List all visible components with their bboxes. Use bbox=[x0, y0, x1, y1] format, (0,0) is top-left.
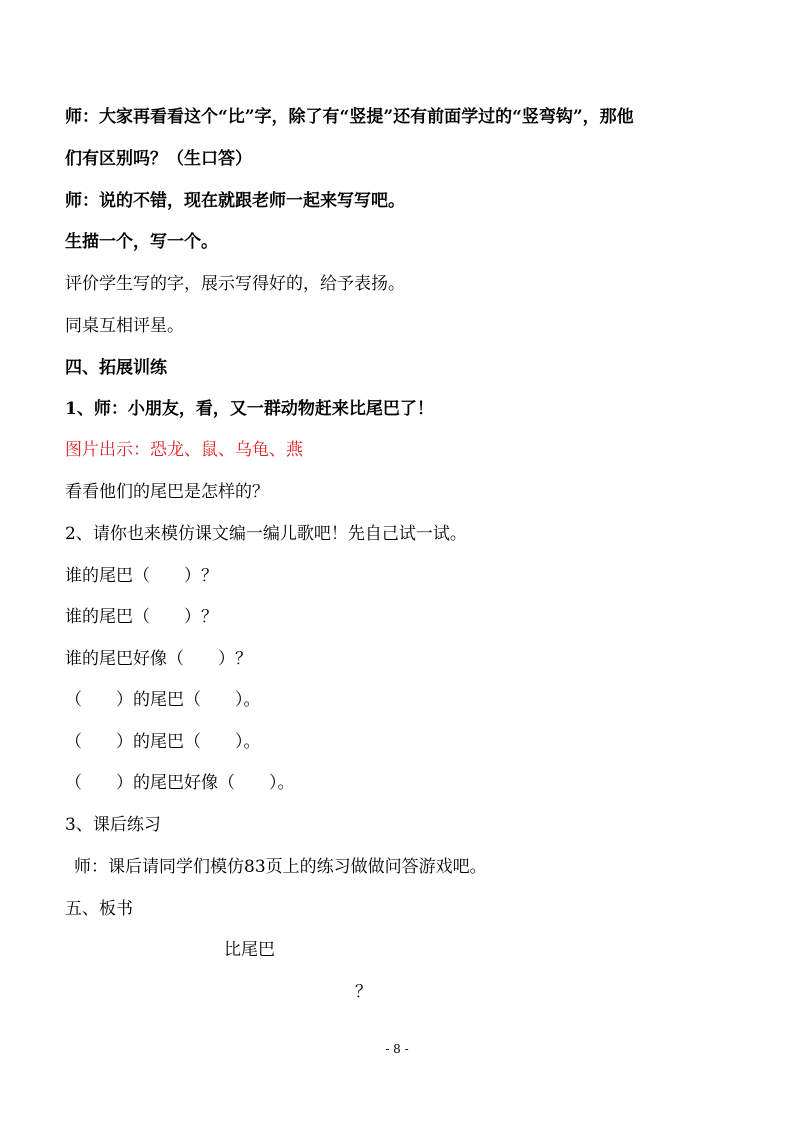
section-heading-extension: 四、拓展训练 bbox=[65, 358, 167, 378]
text-line-11: 2、请你也来模仿课文编一编儿歌吧！先自己试一试。 bbox=[65, 524, 467, 544]
text-line-1: 师：大家再看看这个“比”字，除了有“竖提”还有前面学过的“竖弯钩”，那他 bbox=[65, 107, 634, 127]
board-question-mark: ？ bbox=[355, 982, 372, 1002]
text-line-18: 3、课后练习 bbox=[65, 815, 161, 835]
text-line-10: 看看他们的尾巴是怎样的？ bbox=[65, 482, 269, 502]
rhyme-line-2: 谁的尾巴（ ）？ bbox=[65, 607, 218, 627]
text-line-4: 生描一个，写一个。 bbox=[65, 232, 218, 252]
text-line-6: 同桌互相评星。 bbox=[65, 316, 184, 336]
page-number: - 8 - bbox=[385, 1042, 409, 1056]
rhyme-line-4: （ ）的尾巴（ ）。 bbox=[65, 690, 261, 710]
text-line-2: 们有区别吗？（生口答） bbox=[65, 149, 252, 169]
text-line-19: 师：课后请同学们模仿83页上的练习做做问答游戏吧。 bbox=[74, 857, 487, 877]
text-line-8: 1、师：小朋友，看，又一群动物赶来比尾巴了！ bbox=[65, 399, 434, 419]
board-title: 比尾巴 bbox=[224, 940, 275, 960]
rhyme-line-1: 谁的尾巴（ ）？ bbox=[65, 566, 218, 586]
rhyme-line-5: （ ）的尾巴（ ）。 bbox=[65, 732, 261, 752]
rhyme-line-6: （ ）的尾巴好像（ ）。 bbox=[65, 773, 295, 793]
text-line-5: 评价学生写的字，展示写得好的，给予表扬。 bbox=[65, 274, 405, 294]
section-heading-board: 五、板书 bbox=[65, 899, 133, 919]
rhyme-line-3: 谁的尾巴好像（ ）？ bbox=[65, 649, 252, 669]
text-line-3: 师：说的不错，现在就跟老师一起来写写吧。 bbox=[65, 191, 405, 211]
picture-prompt-line: 图片出示：恐龙、鼠、乌龟、燕 bbox=[65, 440, 303, 460]
